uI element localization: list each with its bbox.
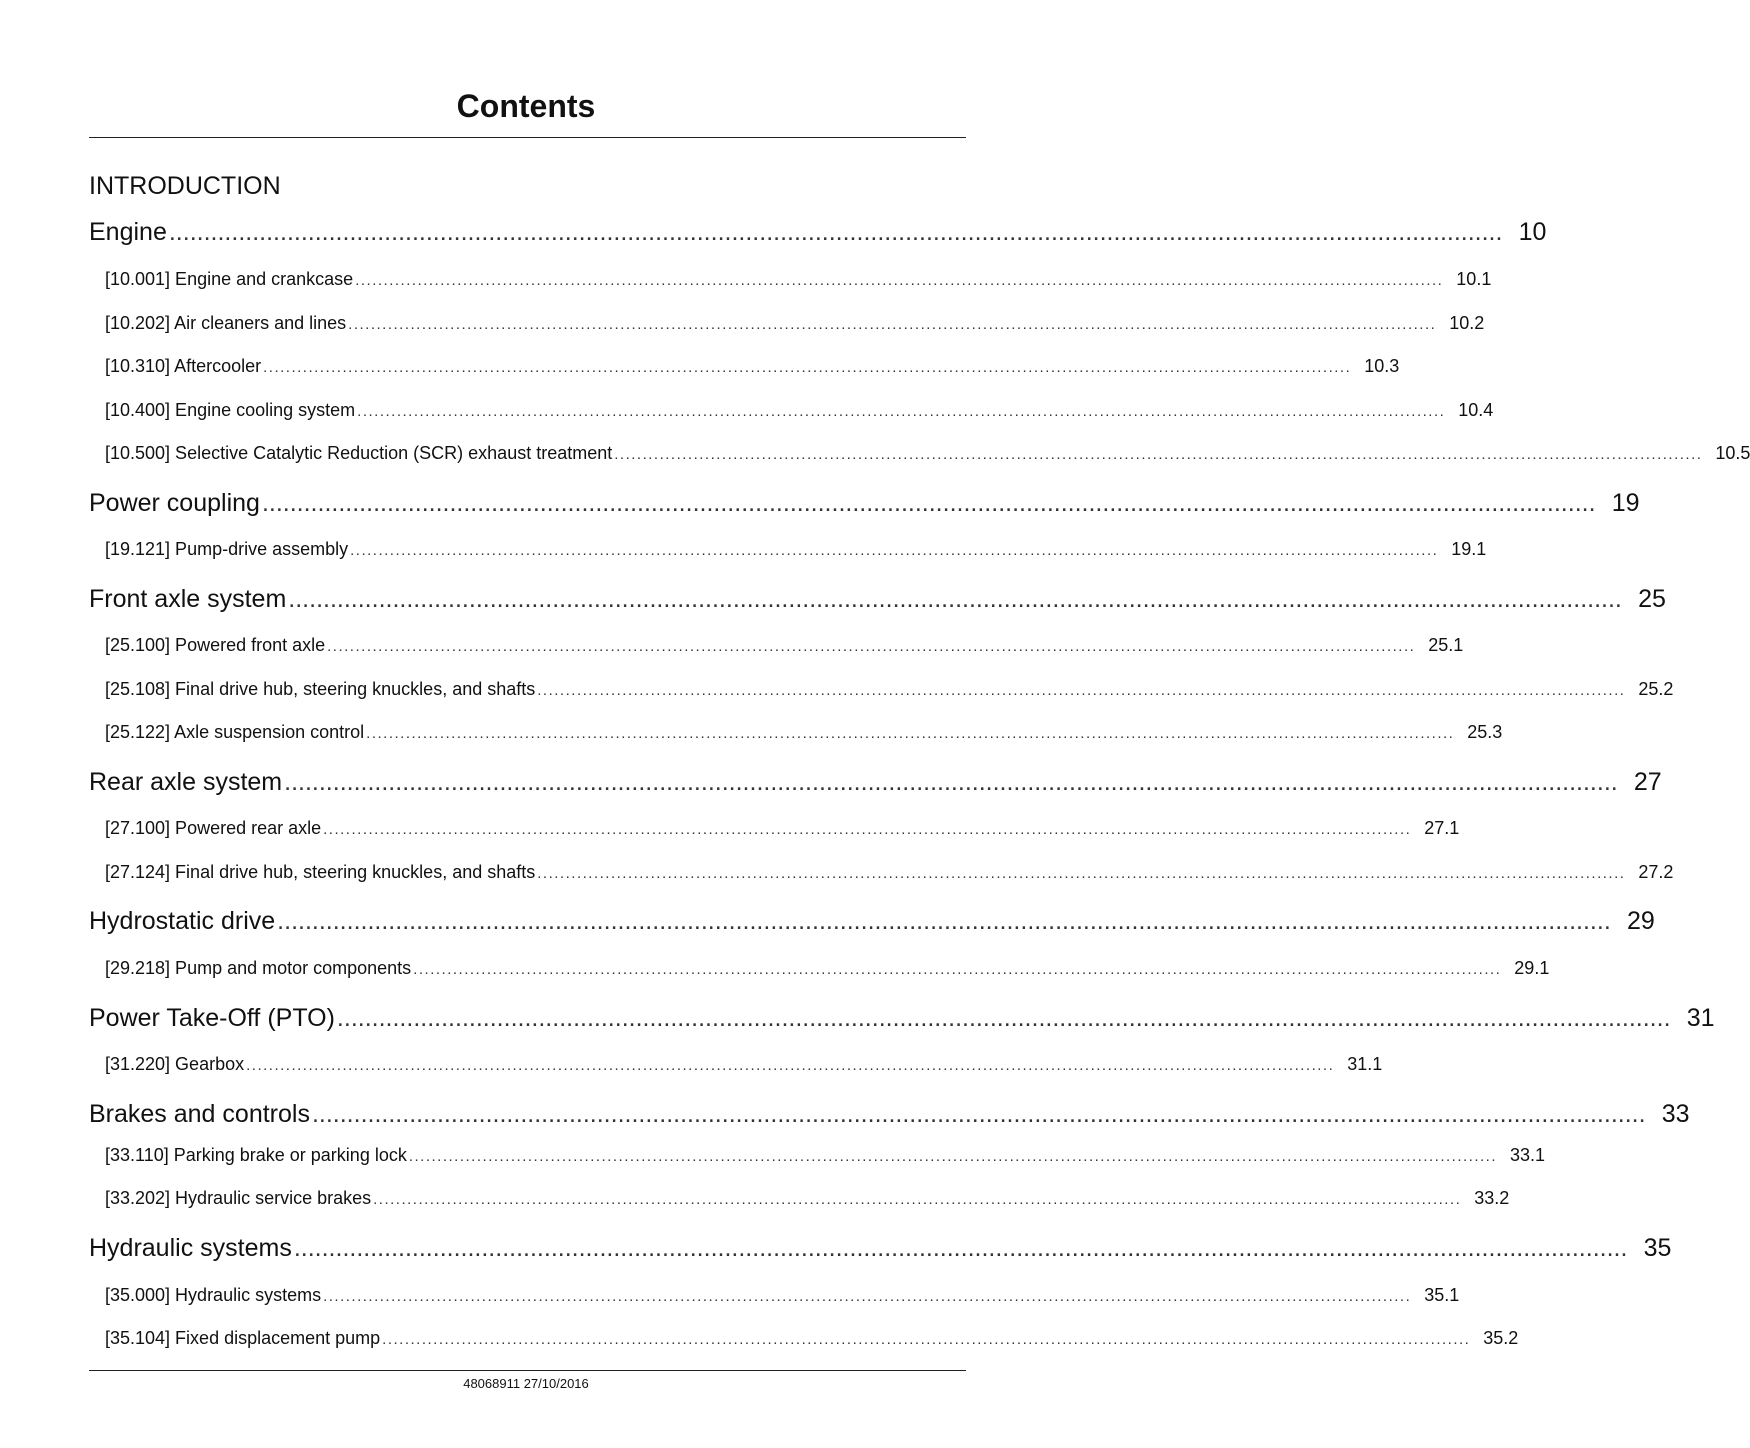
dot-leader: ................................................................................................................................................................................................ <box>288 585 1622 613</box>
toc-entry-label: [25.100] Powered front axle <box>105 635 326 655</box>
dot-leader: ................................................................................................................................................................................................ <box>382 1331 1471 1348</box>
page-title: Contents <box>456 88 596 124</box>
toc-page-number: 33 <box>1661 1100 1690 1128</box>
toc-section-front-axle-system[interactable] <box>89 582 1666 616</box>
dot-leader: ................................................................................................................................................................................................ <box>336 1004 1671 1032</box>
dot-leader: ................................................................................................................................................................................................ <box>366 725 1455 742</box>
toc-page-number: 29.1 <box>1514 958 1550 978</box>
toc-entry[interactable] <box>105 720 1503 746</box>
dot-leader: ................................................................................................................................................................................................ <box>373 1191 1462 1208</box>
dot-leader: ................................................................................................................................................................................................ <box>413 961 1502 978</box>
toc-section-label: Hydraulic systems <box>89 1234 292 1262</box>
toc-section-label: Power Take-Off (PTO) <box>89 1004 335 1032</box>
toc-page-number: 33.2 <box>1474 1188 1510 1208</box>
toc-section-power-coupling[interactable] <box>89 486 1640 520</box>
toc-entry-label: [25.108] Final drive hub, steering knuckles, and shafts <box>105 679 536 699</box>
dot-leader: ................................................................................................................................................................................................ <box>408 1148 1497 1165</box>
toc-page-number: 31 <box>1686 1004 1715 1032</box>
toc-section-hydrostatic-drive[interactable] <box>89 904 1655 938</box>
toc-page-number: 19 <box>1611 489 1640 517</box>
toc-entry[interactable] <box>105 398 1494 424</box>
toc-section-rear-axle-system[interactable] <box>89 765 1662 799</box>
toc-entry-label: [10.400] Engine cooling system <box>105 400 356 420</box>
toc-entry[interactable] <box>105 537 1487 563</box>
dot-leader: ................................................................................................................................................................................................ <box>348 316 1437 333</box>
toc-entry[interactable] <box>105 816 1460 842</box>
toc-section-hydraulic-systems[interactable] <box>89 1231 1672 1265</box>
toc-entry-label: [25.122] Axle suspension control <box>105 722 365 742</box>
dot-leader: ................................................................................................................................................................................................ <box>284 768 1618 796</box>
toc-page-number: 10.2 <box>1449 313 1485 333</box>
toc-entry[interactable] <box>105 1186 1510 1212</box>
dot-leader: ................................................................................................................................................................................................ <box>293 1234 1628 1262</box>
toc-page-number: 25.1 <box>1428 635 1464 655</box>
dot-leader: ................................................................................................................................................................................................ <box>323 821 1412 838</box>
toc-page-number: 10 <box>1518 218 1547 246</box>
toc-section-label: Rear axle system <box>89 768 283 796</box>
dot-leader: ................................................................................................................................................................................................ <box>246 1057 1335 1074</box>
toc-entry[interactable] <box>105 1283 1460 1309</box>
toc-entry-label: [33.202] Hydraulic service brakes <box>105 1188 372 1208</box>
toc-entry-label: [29.218] Pump and motor components <box>105 958 412 978</box>
toc-entry[interactable] <box>105 860 1674 886</box>
toc-entry-label: [10.202] Air cleaners and lines <box>105 313 347 333</box>
toc-entry-label: [10.500] Selective Catalytic Reduction (SCR) exhaust treatment <box>105 443 613 463</box>
toc-entry-label: [31.220] Gearbox <box>105 1054 245 1074</box>
footer-doc-id: 48068911 27/10/2016 <box>463 1376 589 1391</box>
toc-entry[interactable] <box>105 677 1674 703</box>
toc-entry-label: [10.001] Engine and crankcase <box>105 269 354 289</box>
toc-entry-label: [35.000] Hydraulic systems <box>105 1285 322 1305</box>
toc-page-number: 29 <box>1626 907 1655 935</box>
top-divider <box>89 137 966 138</box>
toc-entry[interactable] <box>105 267 1492 293</box>
dot-leader: ................................................................................................................................................................................................ <box>537 865 1626 882</box>
toc-section-label: Hydrostatic drive <box>89 907 276 935</box>
toc-page-number: 10.1 <box>1456 269 1492 289</box>
toc-entry[interactable] <box>105 441 1750 467</box>
dot-leader: ................................................................................................................................................................................................ <box>327 638 1416 655</box>
toc-page-number: 27 <box>1633 768 1662 796</box>
toc-section-engine[interactable] <box>89 215 1547 249</box>
bottom-divider <box>89 1370 966 1371</box>
toc-section-brakes-and-controls[interactable] <box>89 1097 1690 1131</box>
toc-entry[interactable] <box>105 956 1550 982</box>
toc-section-label: Engine <box>89 218 167 246</box>
toc-section-pto[interactable] <box>89 1001 1715 1035</box>
toc-section-label: Brakes and controls <box>89 1100 310 1128</box>
dot-leader: ................................................................................................................................................................................................ <box>311 1100 1646 1128</box>
toc-entry[interactable] <box>105 311 1485 337</box>
toc-section-label: Front axle system <box>89 585 287 613</box>
dot-leader: ................................................................................................................................................................................................ <box>355 272 1444 289</box>
toc-entry[interactable] <box>105 1143 1545 1169</box>
toc-entry-label: [35.104] Fixed displacement pump <box>105 1328 381 1348</box>
dot-leader: ................................................................................................................................................................................................ <box>357 403 1446 420</box>
toc-page-number: 31.1 <box>1347 1054 1383 1074</box>
toc-entry[interactable] <box>105 633 1464 659</box>
toc-entry[interactable] <box>105 1052 1383 1078</box>
toc-entry-label: [33.110] Parking brake or parking lock <box>105 1145 407 1165</box>
toc-entry-label: [10.310] Aftercooler <box>105 356 262 376</box>
dot-leader: ................................................................................................................................................................................................ <box>263 359 1352 376</box>
toc-page-number: 35 <box>1643 1234 1672 1262</box>
toc-page-number: 25.2 <box>1638 679 1674 699</box>
dot-leader: ................................................................................................................................................................................................ <box>277 907 1611 935</box>
toc-page-number: 19.1 <box>1451 539 1487 559</box>
toc-page-number: 10.4 <box>1458 400 1494 420</box>
toc-section-label: Power coupling <box>89 489 260 517</box>
toc-page-number: 35.1 <box>1424 1285 1460 1305</box>
dot-leader: ................................................................................................................................................................................................ <box>323 1288 1412 1305</box>
toc-entry-label: [27.100] Powered rear axle <box>105 818 322 838</box>
toc-page-number: 27.1 <box>1424 818 1460 838</box>
dot-leader: ................................................................................................................................................................................................ <box>350 542 1439 559</box>
toc-page-number: 27.2 <box>1638 862 1674 882</box>
toc-entry[interactable] <box>105 1326 1519 1352</box>
intro-heading: INTRODUCTION <box>89 172 281 200</box>
toc-entry-label: [19.121] Pump-drive assembly <box>105 539 349 559</box>
dot-leader: ................................................................................................................................................................................................ <box>537 682 1626 699</box>
toc-entry-label: [27.124] Final drive hub, steering knuckles, and shafts <box>105 862 536 882</box>
toc-entry[interactable] <box>105 354 1400 380</box>
dot-leader: ................................................................................................................................................................................................ <box>261 489 1596 517</box>
toc-page-number: 25.3 <box>1467 722 1503 742</box>
toc-page-number: 35.2 <box>1483 1328 1519 1348</box>
toc-page-number: 33.1 <box>1509 1145 1545 1165</box>
toc-page-number: 10.5 <box>1715 443 1750 463</box>
dot-leader: ................................................................................................................................................................................................ <box>168 218 1503 246</box>
dot-leader: ................................................................................................................................................................................................ <box>614 446 1703 463</box>
toc-page-number: 25 <box>1638 585 1666 613</box>
toc-page-number: 10.3 <box>1364 356 1400 376</box>
